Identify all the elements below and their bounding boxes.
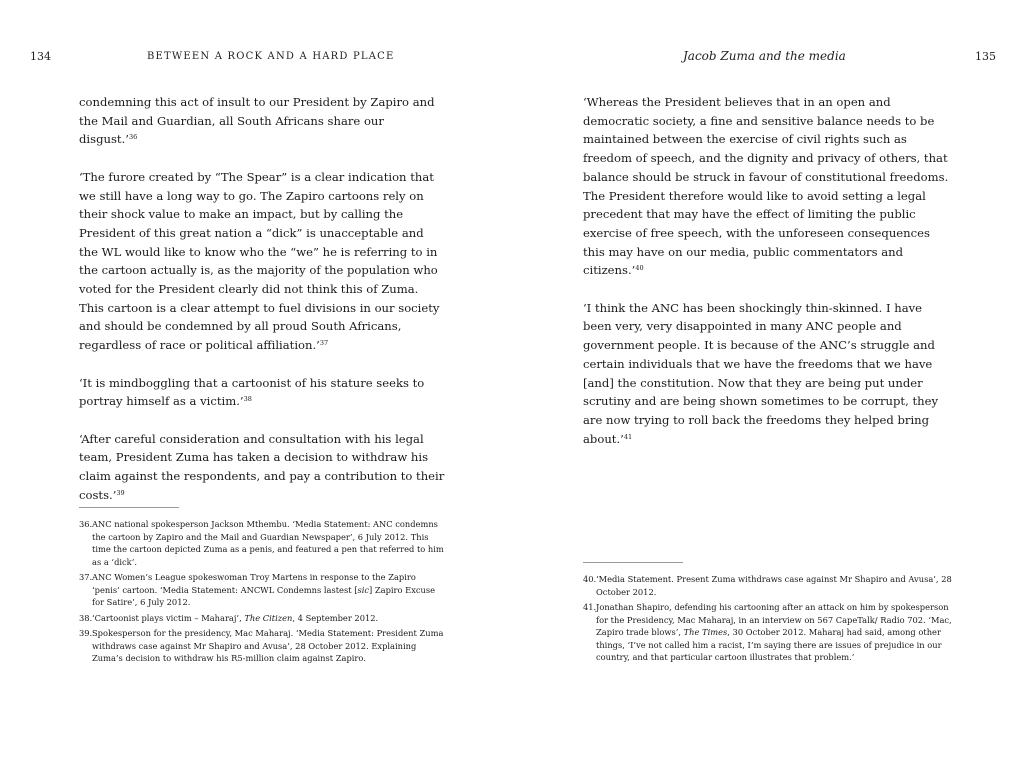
right-running-head: Jacob Zuma and the media	[683, 49, 846, 63]
footnote-ref[interactable]: 37	[319, 339, 329, 348]
footnote: 38. ‘Cartoonist plays victim – Maharaj’, The Citizen, 4 September 2012.	[79, 612, 379, 623]
left-page-number: 134	[30, 50, 51, 63]
footnote-divider	[79, 507, 179, 508]
left-footnotes	[79, 518, 445, 668]
right-body-text	[583, 93, 949, 448]
footnote-divider	[583, 562, 683, 563]
left-running-head: BETWEEN A ROCK AND A HARD PLACE	[147, 51, 395, 62]
footnote: 40. ‘Media Statement. Present Zuma withdraws case against Mr Shapiro and Avusa’, 28 October 2012.	[583, 574, 952, 597]
footnote: 36. ANC national spokesperson Jackson Mthembu. ‘Media Statement: ANC condemns the cartoon by Zapiro and the Mail and Guardian Newspaper’, 6 July 2012. This time the cartoon depicted Zuma as a penis, and featured a pen that referred to him as a ‘dick’.	[79, 519, 444, 567]
footnote: 39. Spokesperson for the presidency, Mac Maharaj. ‘Media Statement: President Zuma withdraws case against Mr Shapiro and Avusa’, 28 October 2012. Explaining Zuma’s decision to withdraw his R5-million claim against Zapiro.	[79, 628, 444, 663]
footnote-ref[interactable]: 39	[116, 488, 125, 497]
footnote-ref[interactable]: 38	[243, 395, 252, 404]
right-page-number: 135	[975, 50, 996, 63]
right-footnotes	[583, 573, 953, 667]
paragraph: ‘After careful consideration and consultation with his legal team, President Zuma has taken a decision to withdraw his claim against the respondents, and pay a contribution to their costs.’$^{39}$	[79, 431, 445, 502]
paragraph: ‘I think the ANC has been shockingly thin-skinned. I have been very, very disappointed in many ANC people and government people. It is because of the ANC’s struggle and certain individuals that we have the freedoms that we have [and] the constitution. Now that they are being put under scrutiny and are being shown sometimes to be corrupt, they are now trying to roll back the freedoms they helped bring about.’$^{41}$	[583, 300, 938, 446]
paragraph: condemning this act of insult to our President by Zapiro and the Mail and Guardian, all South Africans share our disgust.’$^{36}$	[79, 95, 435, 147]
footnote-ref[interactable]: 41	[623, 432, 633, 441]
left-body-text	[79, 93, 445, 504]
footnote-ref[interactable]: 36	[128, 133, 138, 142]
footnote-ref[interactable]: 40	[635, 264, 644, 273]
paragraph: ‘It is mindboggling that a cartoonist of his stature seeks to portray himself as a victim.’$^{38}$	[79, 375, 425, 409]
paragraph: ‘The furore created by “The Spear” is a clear indication that we still have a long way to go. The Zapiro cartoons rely on their shock value to make an impact, but by calling the President of this great nation a “dick” is unacceptable and the WL would like to know who the “we” he is referring to in the cartoon actually is, as the majority of the population who voted for the President clearly did not think this of Zuma. This cartoon is a clear attempt to fuel divisions in our society and should be condemned by all proud South Africans, regardless of race or political affiliation.’$^{37}$	[79, 169, 440, 353]
footnote: 37. ANC Women’s League spokeswoman Troy Martens in response to the Zapiro ‘penis’ cartoon. ‘Media Statement: ANCWL Condemns lastest [sic] Zapiro Excuse for Satire’, 6 July 2012.	[79, 572, 436, 607]
footnote: 41. Jonathan Shapiro, defending his cartooning after an attack on him by spokesperson for the Presidency, Mac Maharaj, in an interview on 567 CapeTalk/ Radio 702. ‘Mac, Zapiro trade blows’, The Times, 30 October 2012. Maharaj had said, among other things, ‘I’ve not called him a racist, I’m saying there are issues of prejudice in our country, and that particular cartoon illustrates that problem.’	[583, 602, 952, 662]
paragraph: ‘Whereas the President believes that in an open and democratic society, a fine and sensitive balance needs to be maintained between the exercise of civil rights such as freedom of speech, and the dignity and privacy of others, that balance should be struck in favour of constitutional freedoms. The President therefore would like to avoid setting a legal precedent that may have the effect of limiting the public exercise of free speech, with the unforeseen consequences this may have on our media, public commentators and citizens.’$^{40}$	[583, 95, 949, 278]
